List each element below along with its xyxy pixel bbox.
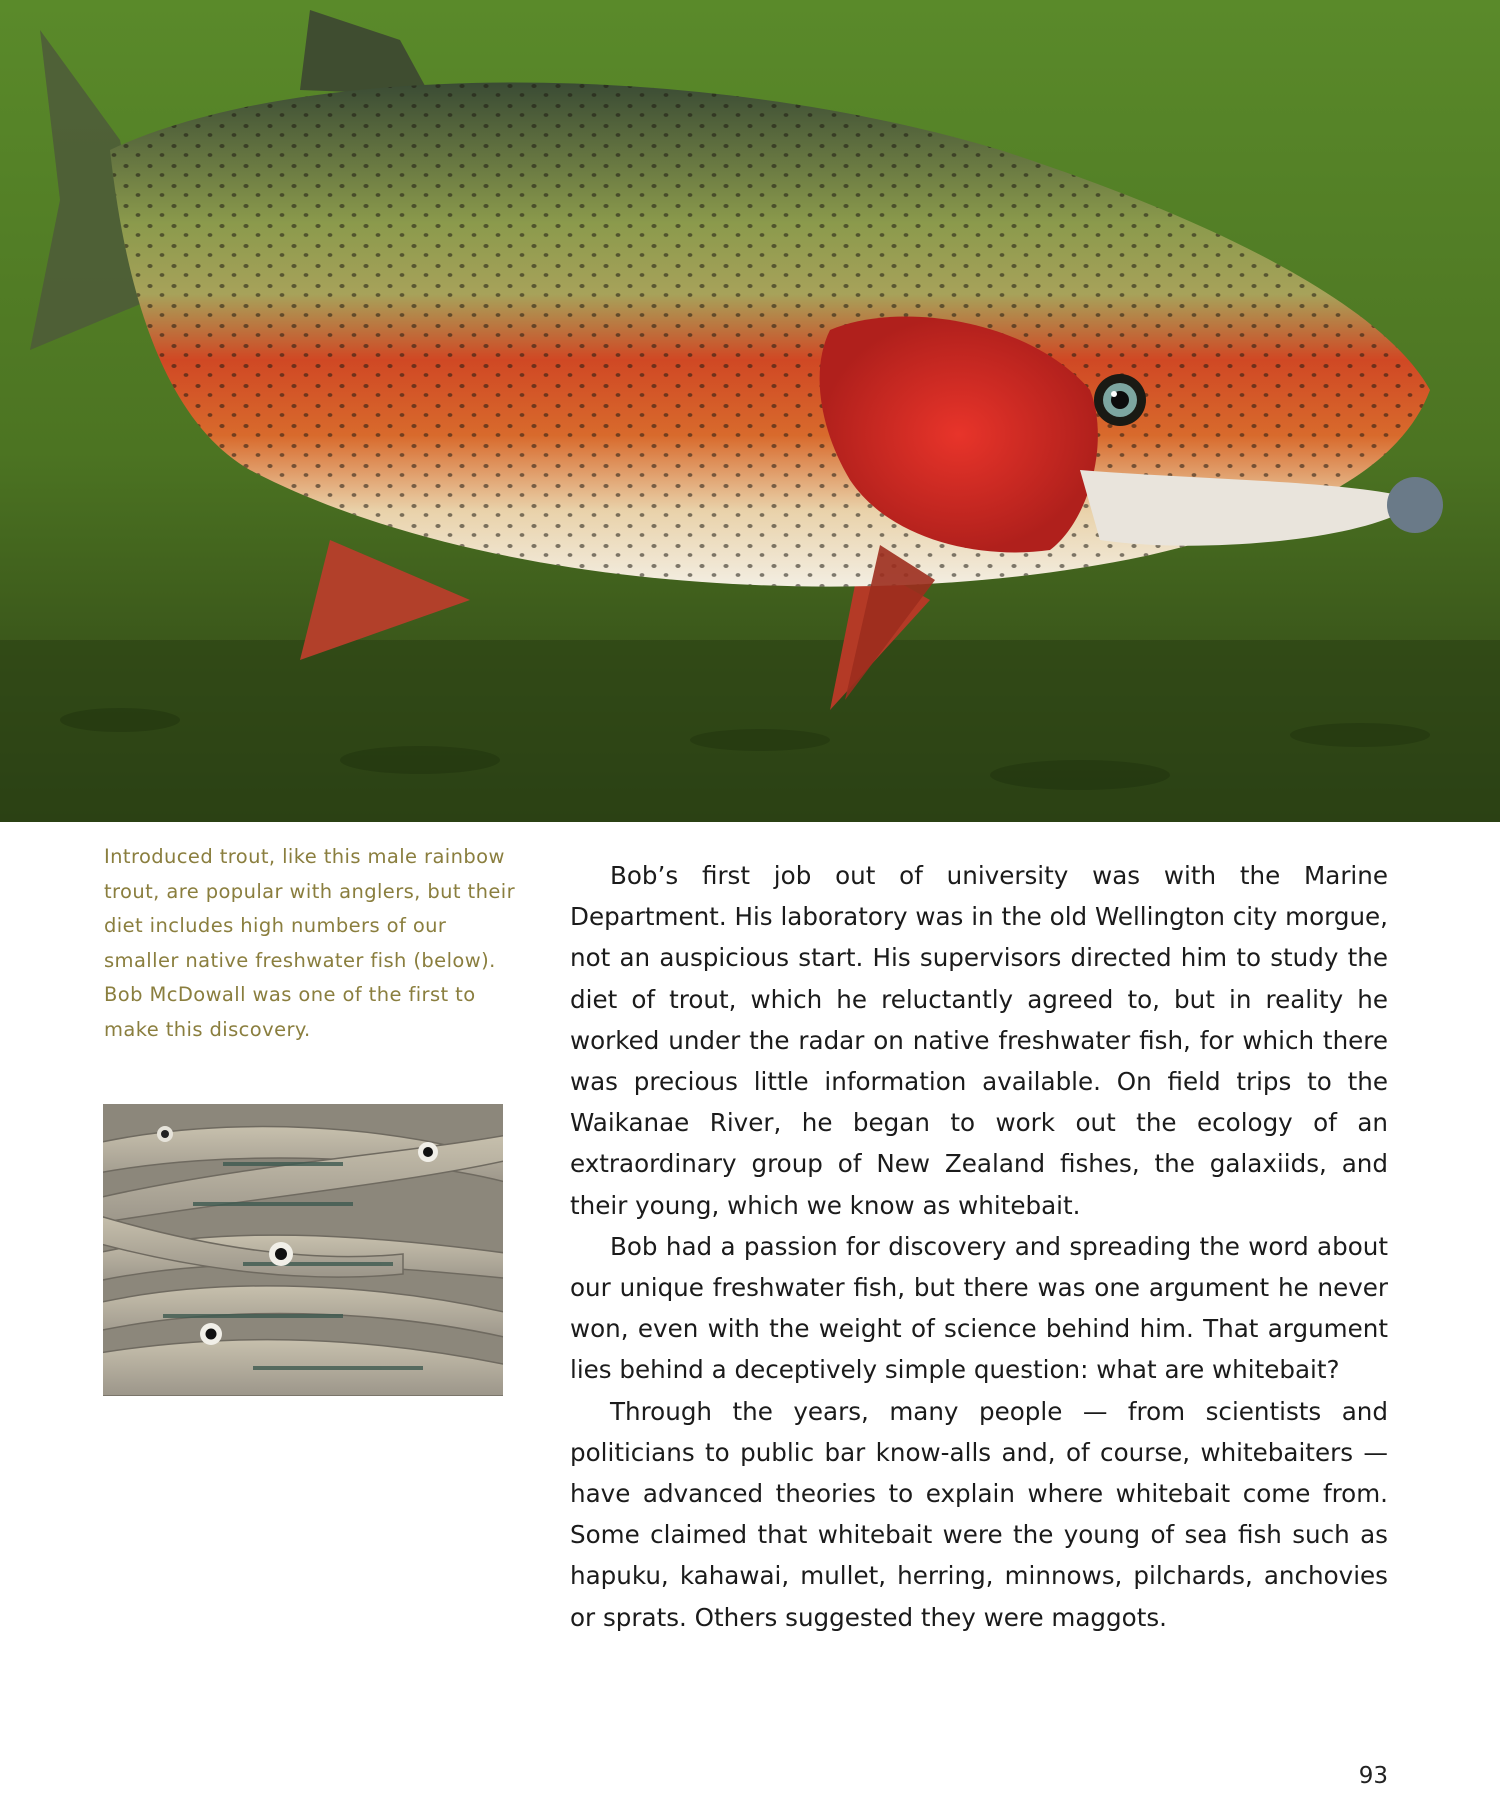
whitebait-photo: [103, 1104, 503, 1396]
photo-caption: Introduced trout, like this male rainbow trout, are popular with anglers, but their diet includes high numbers of our smaller native freshwater fish (below). Bob McDowall was one of the first to make this discovery.: [104, 845, 515, 1041]
page-number: 93: [1358, 1763, 1388, 1789]
rainbow-trout-photo: [0, 0, 1500, 822]
body-text: [570, 855, 1388, 1638]
body-paragraph: Through the years, many people — from scientists and politicians to public bar know-alls and, of course, whitebaiters — have advanced theories to explain where whitebait come from. Some claimed that whitebait were the young of sea fish such as hapuku, kahawai, mullet, herring, minnows, pilchards, anchovies or sprats. Others suggested they were maggots.: [570, 1396, 1388, 1632]
body-paragraph: Bob had a passion for discovery and spreading the word about our unique freshwater fish, but there was one argument he never won, even with the weight of science behind him. That argument lies behind a deceptively simple question: what are whitebait?: [570, 1231, 1388, 1385]
body-paragraph: Bob’s first job out of university was with the Marine Department. His laboratory was in the old Wellington city morgue, not an auspicious start. His supervisors directed him to study the diet of trout, which he reluctantly agreed to, but in reality he worked under the radar on native freshwater fish, for which there was precious little information available. On field trips to the Waikanae River, he began to work out the ecology of an extraordinary group of New Zealand fishes, the galaxiids, and their young, which we know as whitebait.: [570, 861, 1388, 1220]
